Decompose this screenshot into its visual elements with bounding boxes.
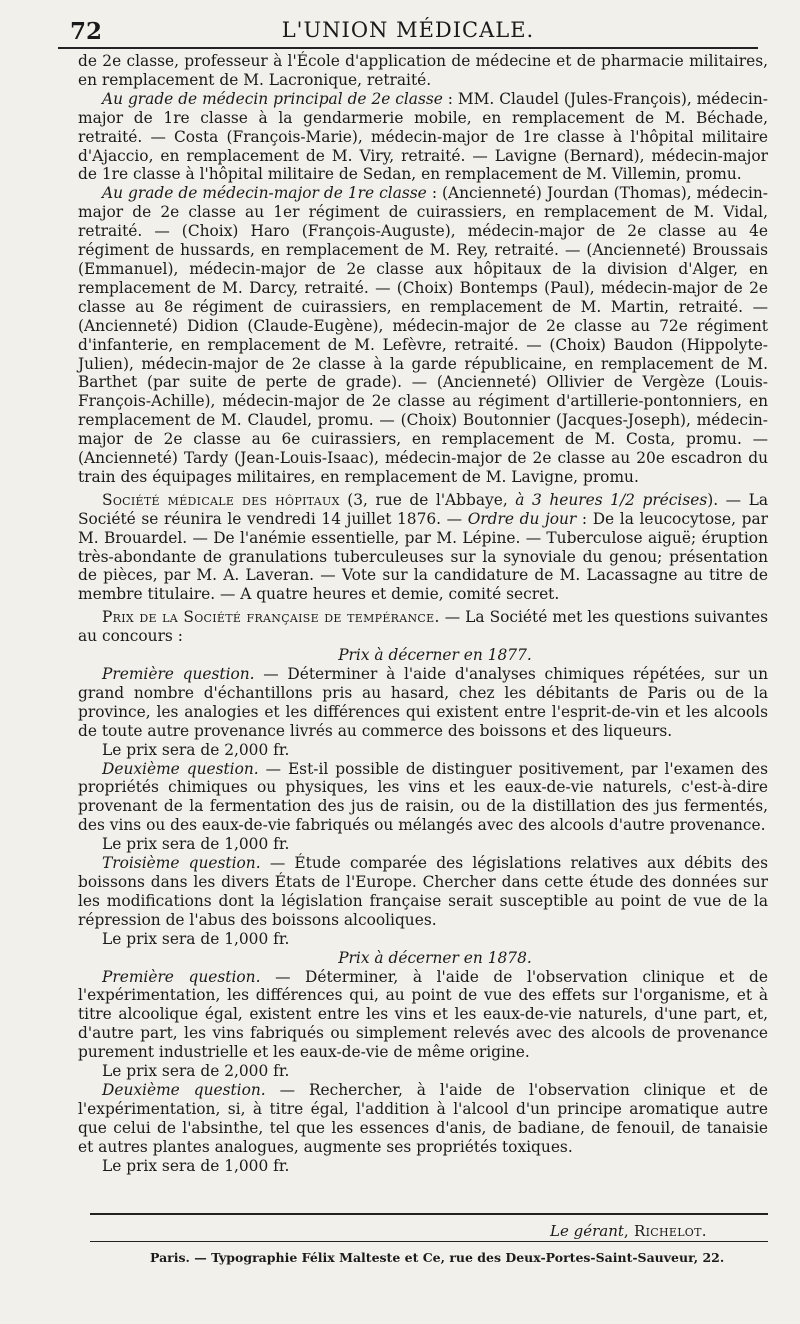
society-name: Société médicale des hôpitaux: [102, 490, 340, 509]
question-text: — Rechercher, à l'aide de l'observation clinique et de l'expérimentation, si, à titre égal, l'addition à l'alcool d'un principe aromatique autre que celui de l'absinthe, tel que les essences d'anis, de badiane, de fenouil, de tanaisie et autres plantes analogues, augmente ses propriétés toxiques.: [78, 1080, 768, 1156]
question-label: Première question.: [102, 665, 255, 683]
grade-heading: Au grade de médecin principal de 2e classe: [102, 89, 443, 108]
society-name: Prix de la Société française de tempérance.: [102, 608, 440, 627]
question-text: — Est-il possible de distinguer positivement, par l'examen des propriétés chimiques ou physiques, les vins et les eaux-de-vie naturels, c'est-à-dire provenant de la fermentation des jus de raisin, ou de la distillation des jus fermentés, des vins ou des eaux-de-vie fabriqués ou mélangés avec des alcools d'autre provenance.: [78, 759, 768, 835]
paragraph-societe-medicale: [78, 491, 768, 604]
question-label: Deuxième question.: [102, 1080, 266, 1099]
question-1877-1: [78, 665, 768, 741]
prize-amount: Le prix sera de 2,000 fr.: [102, 740, 290, 759]
paragraph-temperance-prizes: [78, 608, 768, 646]
grade-heading: Au grade de médecin-major de 1re classe: [102, 184, 427, 203]
prize-amount: Le prix sera de 1,000 fr.: [102, 929, 290, 948]
footer-rule: [90, 1241, 768, 1242]
question-text: — Déterminer à l'aide d'analyses chimiques répétées, sur un grand nombre d'échantillons pris au hasard, chez les débitants de Paris ou de la province, les analogies et les différences qui existent entre l'esprit-de-vin et les alcools de toute autre provenance livrés au commerce des boissons et des liqueurs.: [78, 665, 768, 740]
page-header: [58, 12, 758, 46]
article-body: [78, 52, 768, 1175]
question-label: Première question.: [102, 967, 261, 986]
page-number: 72: [70, 18, 103, 45]
paragraph-text: : MM. Claudel (Jules-François), médecin-major de 1re classe à la gendarmerie mobile, en remplacement de M. Béchade, retraité. — Costa (François-Marie), médecin-major de 1re classe à l'hôpital militaire d'Ajaccio, en remplacement de M. Viry, retraité. — Lavigne (Bernard), médecin-major de 1re classe à l'hôpital militaire de Sedan, en remplacement de M. Villemin, promu.: [78, 89, 768, 184]
question-1878-2: [78, 1081, 768, 1157]
prize-amount: Le prix sera de 1,000 fr.: [102, 835, 290, 854]
gerant-label: Le gérant: [550, 1222, 624, 1240]
meeting-time: à 3 heures 1/2 précises: [515, 490, 708, 509]
running-head: L'UNION MÉDICALE.: [281, 18, 535, 42]
paragraph-text: (3, rue de l'Abbaye,: [339, 490, 516, 509]
paragraph-text: ). — La Société se réunira le vendredi 14 juillet 1876. —: [78, 490, 768, 528]
paragraph-major-grade: [78, 184, 768, 487]
paragraph-text: : De la leucocytose, par M. Brouardel. — De l'anémie essentielle, par M. Lépine. — Tuberculose aiguë; éruption très-abondante de granulations tuberculeuses sur la synoviale du genou; présentation de pièces, par M. A. Laveran. — Vote sur la candidature de M. Lacassagne au titre de membre titulaire. — A quatre heures et demie, comité secret.: [78, 509, 768, 604]
question-text: — Déterminer, à l'aide de l'observation clinique et de l'expérimentation, les différences qui, au point de vue des effets sur l'organisme, et à titre alcoolique égal, existent entre les vins et les eaux-de-vie naturels, d'une part, et, d'autre part, les vins fabriqués ou simplement relevés avec des alcools de provenance purement industrielle et les eaux-de-vie de même origine.: [78, 967, 768, 1062]
prize-amount: Le prix sera de 2,000 fr.: [102, 1062, 290, 1081]
question-1878-1: [78, 968, 768, 1063]
footer-rule-top: [90, 1213, 768, 1215]
paragraph-text: — La Société met les questions suivantes au concours :: [78, 608, 768, 646]
paragraph-principal-grade: [78, 90, 768, 185]
printer-imprint: Paris. — Typographie Félix Malteste et Ce, rue des Deux-Portes-Saint-Sauveur, 22.: [150, 1250, 725, 1265]
question-label: Deuxième question.: [102, 759, 259, 778]
paragraph-continuation: de 2e classe, professeur à l'École d'application de médecine et de pharmacie militaires, en remplacement de M. Lacronique, retraité.: [78, 52, 768, 89]
gerant-signature: [550, 1222, 707, 1240]
prize-amount: Le prix sera de 1,000 fr.: [102, 1156, 290, 1175]
header-rule: [58, 47, 758, 49]
gerant-name: , Richelot.: [623, 1222, 707, 1240]
question-text: — Étude comparée des législations relatives aux débits des boissons dans les divers États de l'Europe. Chercher dans cette étude des données sur les modifications dont la législation française serait susceptible au point de vue de la répression de l'abus des boissons alcooliques.: [78, 854, 768, 929]
order-of-day-label: Ordre du jour: [467, 509, 577, 528]
question-1877-2: [78, 760, 768, 836]
question-label: Troisième question.: [102, 854, 261, 873]
question-1877-3: [78, 854, 768, 930]
prize-heading-1877: Prix à décerner en 1877.: [338, 646, 532, 665]
paragraph-text: : (Ancienneté) Jourdan (Thomas), médecin-major de 2e classe au 1er régiment de cuirassiers, en remplacement de M. Vidal, retraité. — (Choix) Haro (François-Auguste), médecin-major de 2e classe au 4e régiment de hussards, en remplacement de M. Rey, retraité. — (Ancienneté) Broussais (Emmanuel), médecin-major de 2e classe aux hôpitaux de la division d'Alger, en remplacement de M. Darcy, retraité. — (Choix) Bontemps (Paul), médecin-major de 2e classe au 8e régiment de cuirassiers, en remplacement de M. Martin, retraité. — (Ancienneté) Didion (Claude-Eugène), médecin-major de 2e classe au 72e régiment d'infanterie, en remplacement de M. Lefèvre, retraité. — (Choix) Baudon (Hippolyte-Julien), médecin-major de 2e classe à la garde républicaine, en remplacement de M. Barthet (par suite de perte de grade). — (Ancienneté) Ollivier de Vergèze (Louis-François-Achille), médecin-major de 2e classe au régiment d'artillerie-pontonniers, en remplacement de M. Claudel, promu. — (Choix) Boutonnier (Jacques-Joseph), médecin-major de 2e classe au 6e cuirassiers, en remplacement de M. Costa, promu. — (Ancienneté) Tardy (Jean-Louis-Isaac), médecin-major de 2e classe au 20e escadron du train des équipages militaires, en remplacement de M. Lavigne, promu.: [78, 184, 768, 486]
prize-heading-1878: Prix à décerner en 1878.: [338, 948, 532, 967]
